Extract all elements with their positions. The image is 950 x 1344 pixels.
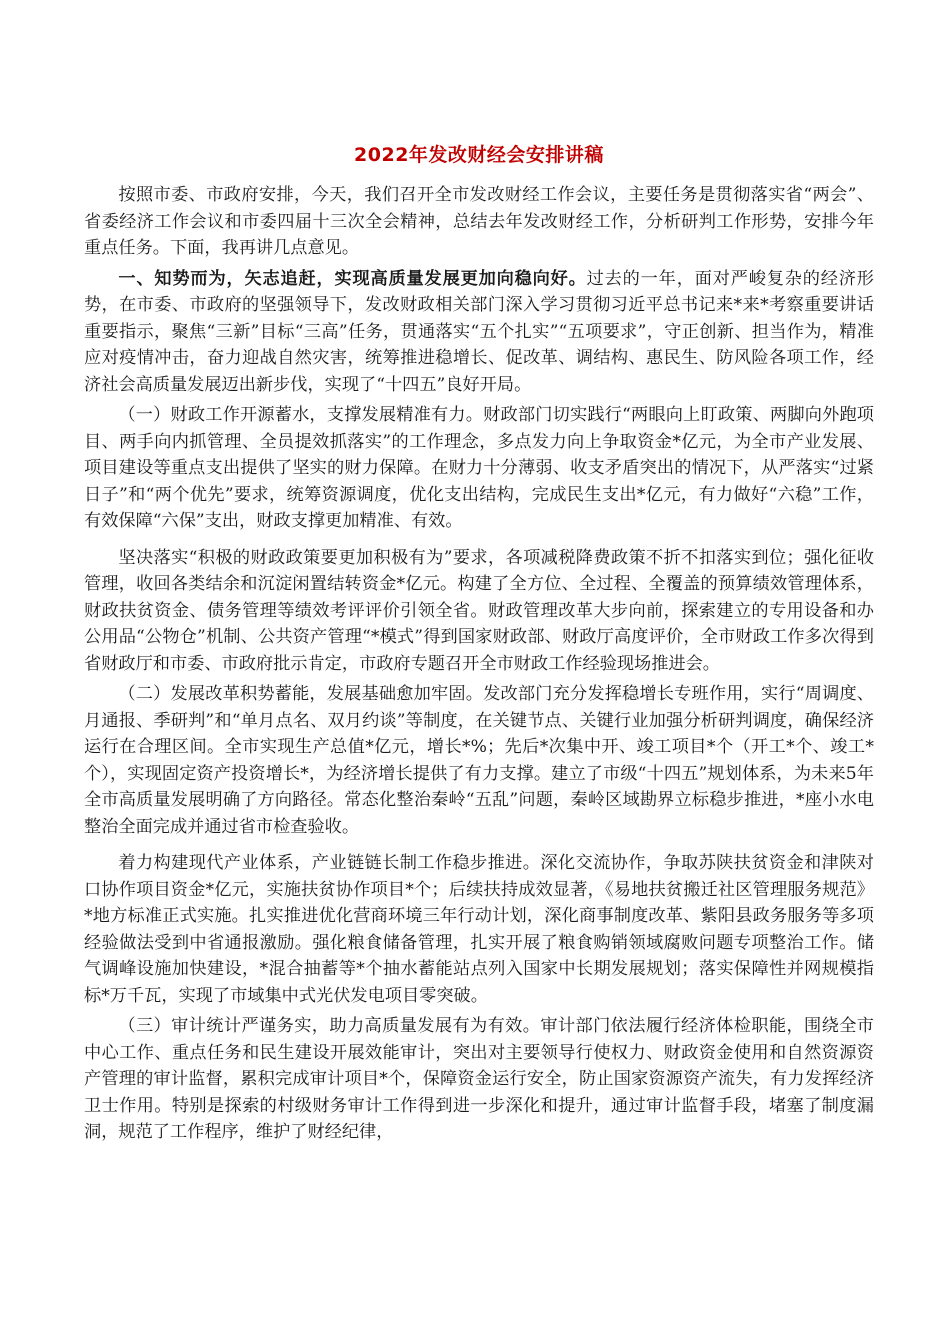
paragraph-section-one — [84, 266, 874, 399]
paragraph-text: 着力构建现代产业体系，产业链链长制工作稳步推进。深化交流协作，争取苏陕扶贫资金和津陕对口协作项目资金*亿元，实施扶贫协作项目*个；后续扶持成效显著，《易地扶贫搬迁社区管理服务规范》*地方标准正式实施。扎实推进优化营商环境三年行动计划，深化商事制度改革、紫阳县政务服务等多项经验做法受到中省通报激励。强化粮食储备管理，扎实开展了粮食购销领域腐败问题专项整治工作。储气调峰设施加快建设，*混合抽蓄等*个抽水蓄能站点列入国家中长期发展规划；落实保障性并网规模指标*万千瓦，实现了市域集中式光伏发电项目零突破。 — [84, 853, 874, 1006]
paragraph-text: 按照市委、市政府安排，今天，我们召开全市发改财经工作会议，主要任务是贯彻落实省“两会”、省委经济工作会议和市委四届十三次全会精神，总结去年发改财经工作，分析研判工作形势，安排今年重点任务。下面，我再讲几点意见。 — [84, 185, 874, 258]
paragraph-audit-statistics — [84, 1013, 874, 1146]
paragraph-text: 坚决落实“积极的财政政策要更加积极有为”要求，各项减税降费政策不折不扣落实到位；强化征收管理，收回各类结余和沉淀闲置结转资金*亿元。构建了全方位、全过程、全覆盖的预算绩效管理体系，财政扶贫资金、债务管理等绩效考评评价引领全省。财政管理改革大步向前，探索建立的专用设备和办公用品“公物仓”机制、公共资产管理“*模式”得到国家财政部、财政厅高度评价，全市财政工作多次得到省财政厅和市委、市政府批示肯定，市政府专题召开全市财政工作经验现场推进会。 — [84, 547, 874, 674]
paragraph-text: （二）发展改革积势蓄能，发展基础愈加牢固。发改部门充分发挥稳增长专班作用，实行“周调度、月通报、季研判”和“单月点名、双月约谈”等制度，在关键节点、关键行业加强分析研判调度，确保经济运行在合理区间。全市实现生产总值*亿元，增长*%；先后*次集中开、竣工项目*个（开工*个、竣工*个），实现固定资产投资增长*，为经济增长提供了有力支撑。建立了市级“十四五”规划体系，为未来5年全市高质量发展明确了方向路径。常态化整治秦岭“五乱”问题，秦岭区域勘界立标稳步推进，*座小水电整治全面完成并通过省市检查验收。 — [84, 684, 874, 837]
paragraph-development-reform — [84, 681, 874, 840]
document-title: 2022年发改财经会安排讲稿 — [354, 144, 604, 166]
paragraph-finance-policy — [84, 545, 874, 678]
paragraph-text: （三）审计统计严谨务实，助力高质量发展有为有效。审计部门依法履行经济体检职能，围绕全市中心工作、重点任务和民生建设开展效能审计，突出对主要领导行使权力、财政资金使用和自然资源资产管理的审计监督，累积完成审计项目*个，保障资金运行安全，防止国家资源资产流失，有力发挥经济卫士作用。特别是探索的村级财务审计工作得到进一步深化和提升，通过审计监督手段，堵塞了制度漏洞，规范了工作程序，维护了财经纪律， — [84, 1016, 874, 1142]
document-page — [84, 140, 874, 1146]
paragraph-intro — [84, 182, 874, 262]
paragraph-industry-system — [84, 850, 874, 1009]
paragraph-text: 过去的一年，面对严峻复杂的经济形势，在市委、市政府的坚强领导下，发改财政相关部门深入学习贯彻习近平总书记来*来*考察重要讲话重要指示，聚焦“三新”目标“三高”任务，贯通落实“五个扎实”“五项要求”，守正创新、担当作为，精准应对疫情冲击，奋力迎战自然灾害，统筹推进稳增长、促改革、调结构、惠民生、防风险各项工作，经济社会高质量发展迈出新步伐，实现了“十四五”良好开局。 — [84, 268, 874, 395]
paragraph-text: （一）财政工作开源蓄水，支撑发展精准有力。财政部门切实践行“两眼向上盯政策、两脚向外跑项目、两手向内抓管理、全员提效抓落实”的工作理念，多点发力向上争取资金*亿元，为全市产业发展、项目建设等重点支出提供了坚实的财力保障。在财力十分薄弱、收支矛盾突出的情况下，从严落实“过紧日子”和“两个优先”要求，统筹资源调度，优化支出结构，完成民生支出*亿元，有力做好“六稳”工作，有效保障“六保”支出，财政支撑更加精准、有效。 — [84, 405, 874, 531]
section-heading: 一、知势而为，矢志追赶，实现高质量发展更加向稳向好。 — [118, 268, 587, 289]
paragraph-finance — [84, 402, 874, 535]
